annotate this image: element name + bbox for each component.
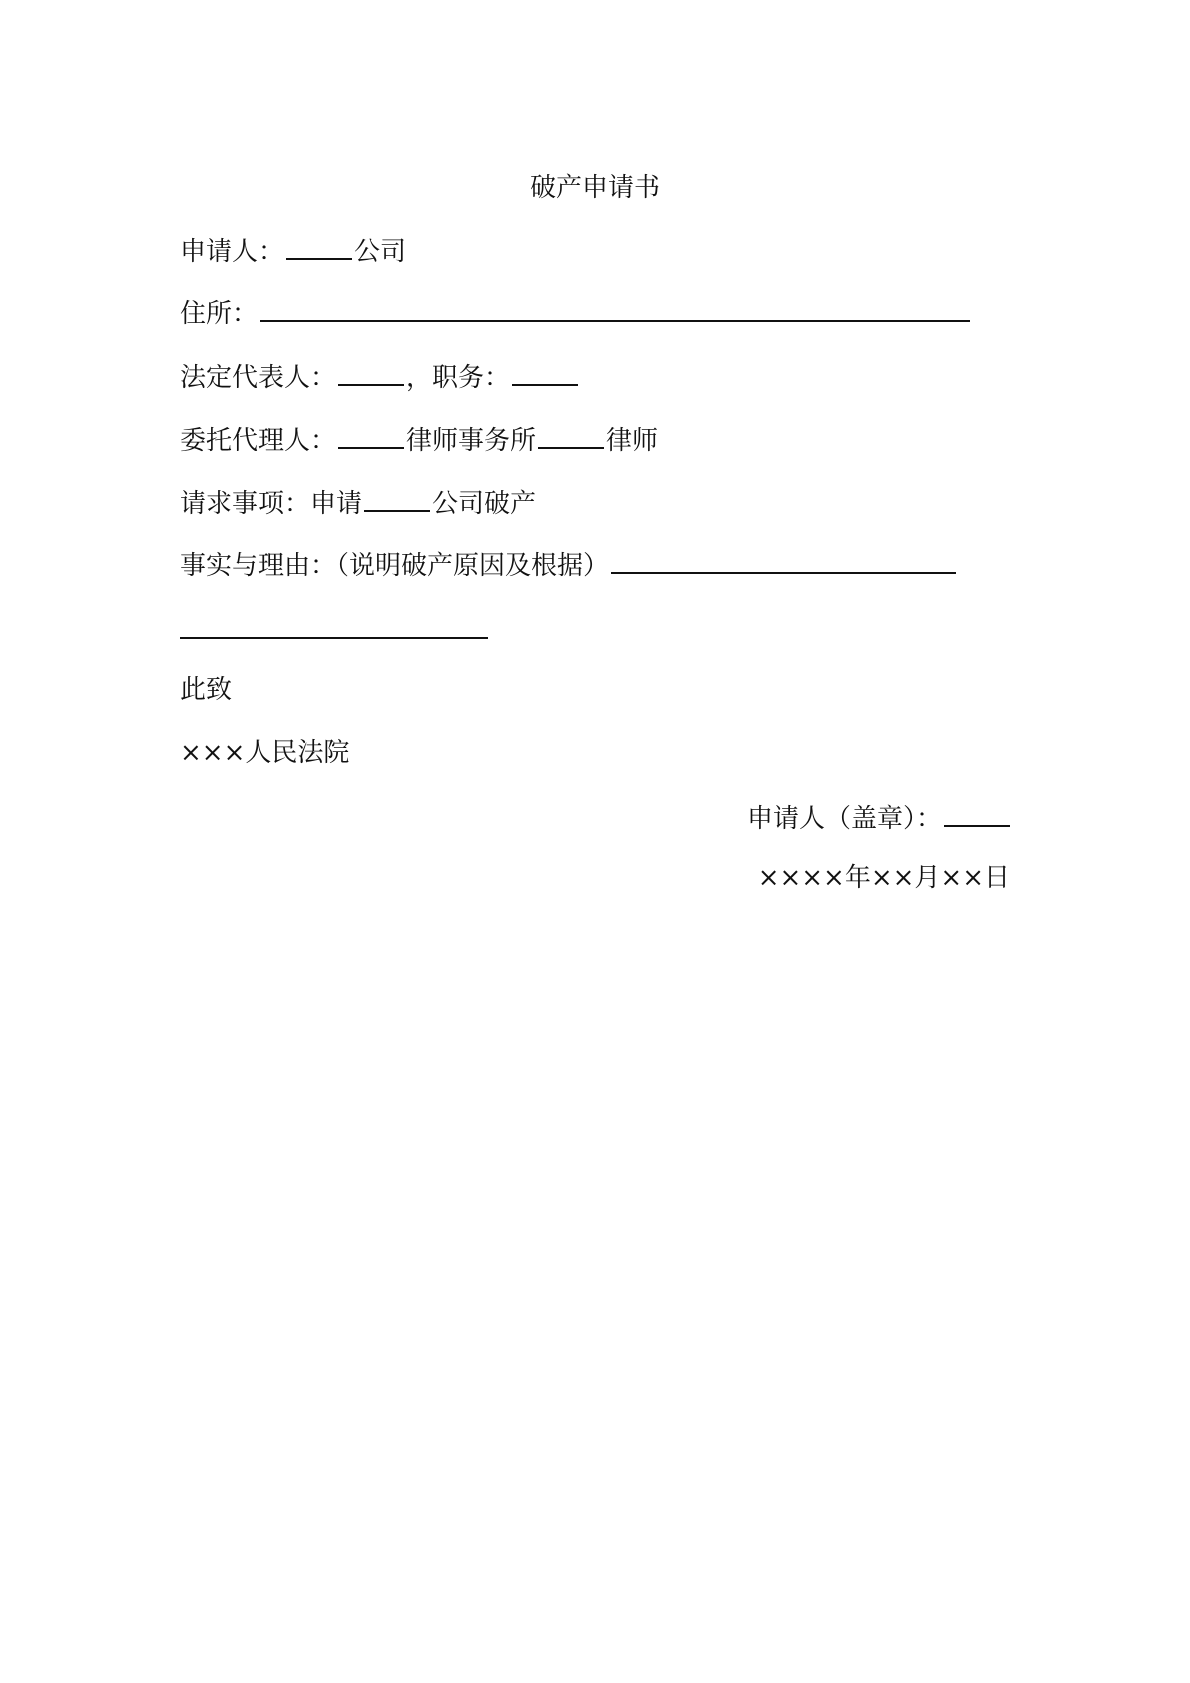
salutation-line: 此致 [180, 675, 233, 705]
applicant-suffix: 公司 [354, 237, 407, 267]
request-company-blank[interactable] [364, 480, 430, 512]
court-line: ×××人民法院 [180, 738, 350, 768]
applicant-line [180, 228, 406, 268]
facts-label: 事实与理由：（说明破产原因及根据） [180, 551, 610, 581]
address-line [180, 290, 972, 330]
document-title: 破产申请书 [529, 173, 660, 203]
agent-line [180, 417, 658, 457]
request-label: 请求事项：申请 [180, 489, 363, 519]
applicant-blank[interactable] [286, 228, 352, 260]
signature-blank[interactable] [944, 795, 1010, 827]
lawyer-blank[interactable] [538, 417, 604, 449]
applicant-label: 申请人： [180, 237, 285, 267]
date-line: ××××年××月××日 [757, 863, 1010, 893]
law-firm-blank[interactable] [338, 417, 404, 449]
facts-blank-continued[interactable] [180, 607, 488, 639]
facts-line [180, 542, 958, 582]
facts-blank[interactable] [611, 542, 956, 574]
signature-line [747, 795, 1010, 835]
request-suffix: 公司破产 [432, 489, 537, 519]
legal-rep-line [180, 354, 580, 394]
address-blank[interactable] [260, 290, 970, 322]
facts-line-continued [180, 607, 490, 647]
agent-label: 委托代理人： [180, 426, 337, 456]
address-label: 住所： [180, 299, 259, 329]
position-blank[interactable] [512, 354, 578, 386]
legal-rep-label: 法定代表人： [180, 363, 337, 393]
request-line [180, 480, 536, 520]
signature-label: 申请人（盖章）： [746, 804, 942, 834]
law-firm-label: 律师事务所 [406, 426, 537, 456]
position-label: ，职务： [406, 363, 511, 393]
lawyer-label: 律师 [606, 426, 659, 456]
legal-rep-blank[interactable] [338, 354, 404, 386]
